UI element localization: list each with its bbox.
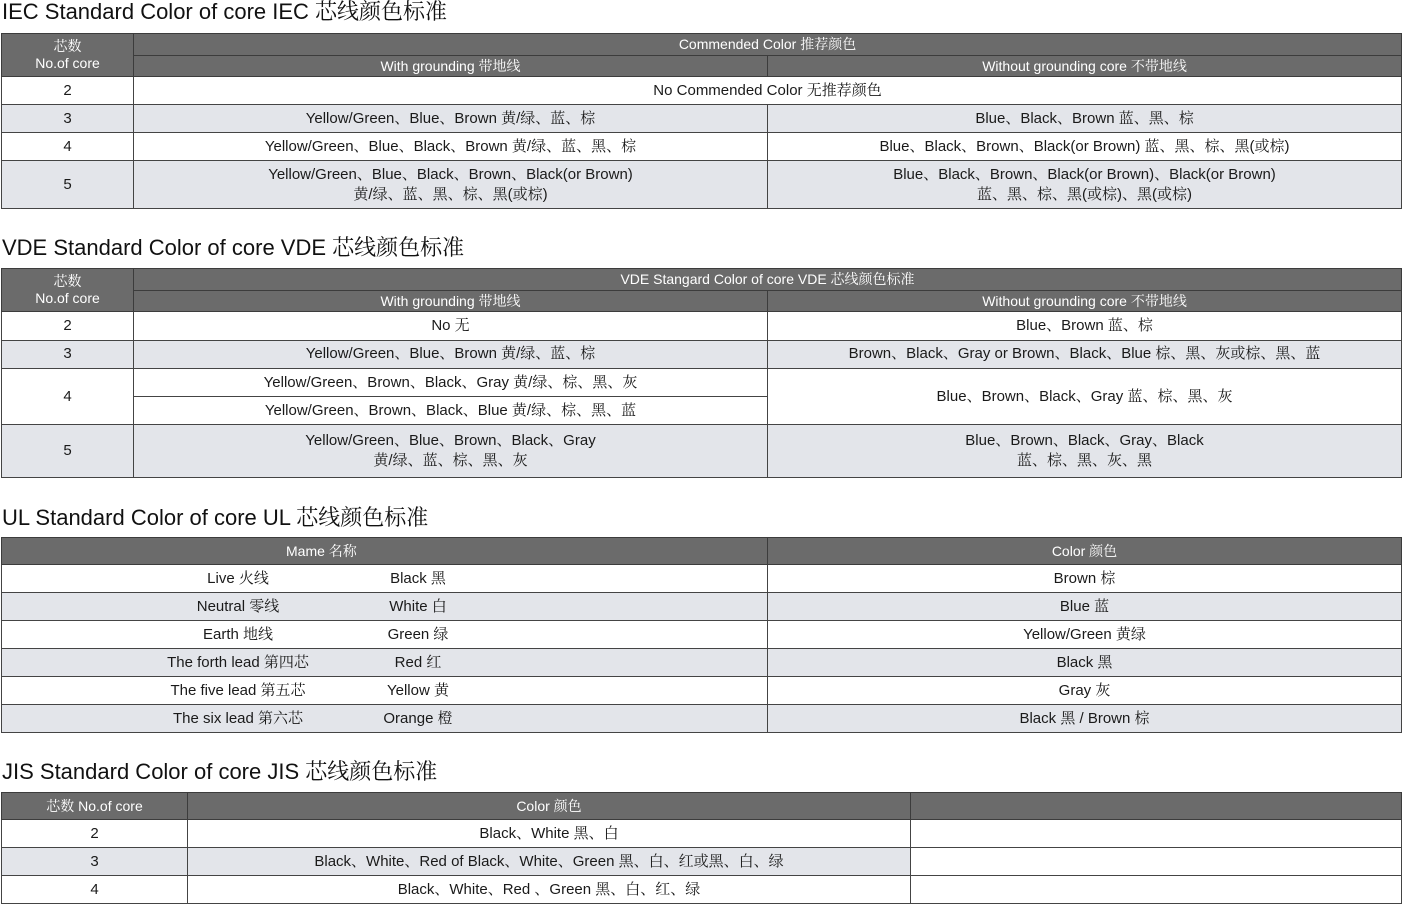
iec-core-count: 3: [2, 105, 134, 133]
ul-lead-value: Orange 橙: [383, 709, 453, 727]
jis-section-title: JIS Standard Color of core JIS 芯线颜色标准: [2, 759, 438, 784]
ul-lead-name: Neutral 零线: [196, 597, 280, 615]
table-row: [2, 876, 1402, 904]
ul-name-cell: [2, 565, 768, 593]
ul-name-cell: [2, 593, 768, 621]
iec-without-grounding-cell: [768, 161, 1402, 209]
ul-lead-name: The six lead 第六芯: [172, 709, 304, 727]
jis-empty-cell: [911, 876, 1402, 904]
iec-header-without-grounding: Without grounding core 不带地线: [768, 56, 1402, 77]
vde-with-grounding-cell: Yellow/Green、Brown、Black、Gray 黄/绿、棕、黑、灰: [134, 368, 768, 396]
table-row: [2, 133, 1402, 161]
vde-with-grounding-cell: [134, 425, 768, 478]
jis-table: [1, 792, 1402, 904]
ul-lead-value: Red 红: [394, 653, 442, 671]
ul-color-cell: Yellow/Green 黄绿: [768, 621, 1402, 649]
jis-core-count: 2: [2, 820, 188, 848]
iec-header-commended: Commended Color 推荐颜色: [134, 34, 1402, 56]
iec-with-grounding-cell: [134, 161, 768, 209]
vde-header-core: [2, 269, 134, 312]
jis-empty-cell: [911, 848, 1402, 876]
iec-header-core: [2, 34, 134, 77]
vde-with-grounding-cell: Yellow/Green、Brown、Black、Blue 黄/绿、棕、黑、蓝: [134, 397, 768, 425]
ul-table: [1, 537, 1402, 733]
ul-lead-name: Live 火线: [207, 569, 269, 587]
cell-line: Yellow/Green、Blue、Brown、Black、Gray: [305, 432, 596, 450]
jis-core-count: 4: [2, 876, 188, 904]
cell-line: 蓝、黑、棕、黑(或棕)、黑(或棕): [977, 185, 1192, 203]
ul-section-title: UL Standard Color of core UL 芯线颜色标准: [2, 505, 429, 530]
vde-header-main: VDE Stangard Color of core VDE 芯线颜色标准: [134, 269, 1402, 291]
ul-color-cell: Black 黑: [768, 649, 1402, 677]
table-row: [2, 161, 1402, 209]
ul-lead-value: Green 绿: [387, 625, 449, 643]
iec-core-count: 5: [2, 161, 134, 209]
ul-lead-name: The five lead 第五芯: [170, 681, 306, 699]
ul-lead-value: Yellow 黄: [387, 681, 449, 699]
ul-name-cell: [2, 621, 768, 649]
ul-color-cell: Gray 灰: [768, 677, 1402, 705]
vde-without-grounding-cell: Brown、Black、Gray or Brown、Black、Blue 棕、黑、灰或棕、黑、蓝: [768, 340, 1402, 368]
iec-with-grounding-cell: Yellow/Green、Blue、Brown 黄/绿、蓝、棕: [134, 105, 768, 133]
vde-header-with-grounding: With grounding 带地线: [134, 291, 768, 312]
ul-color-cell: Black 黑 / Brown 棕: [768, 705, 1402, 733]
table-row: [2, 677, 1402, 705]
vde-header-without-grounding: Without grounding core 不带地线: [768, 291, 1402, 312]
iec-without-grounding-cell: Blue、Black、Brown、Black(or Brown) 蓝、黑、棕、黑(或棕): [768, 133, 1402, 161]
ul-color-cell: Brown 棕: [768, 565, 1402, 593]
vde-core-count: 5: [2, 425, 134, 478]
vde-without-grounding-cell: [768, 425, 1402, 478]
vde-header-core-cn: 芯数: [53, 273, 82, 290]
vde-core-count: 4: [2, 368, 134, 425]
cell-line: Blue、Brown、Black、Gray、Black: [965, 432, 1204, 450]
cell-line: 黄/绿、蓝、棕、黑、灰: [373, 452, 528, 470]
jis-empty-cell: [911, 820, 1402, 848]
ul-lead-name: The forth lead 第四芯: [167, 653, 309, 671]
jis-color-cell: Black、White、Red 、Green 黑、白、红、绿: [188, 876, 911, 904]
ul-name-cell: [2, 649, 768, 677]
vde-without-grounding-cell: Blue、Brown 蓝、棕: [768, 312, 1402, 340]
jis-header-core: 芯数 No.of core: [2, 793, 188, 820]
cell-line: Blue、Black、Brown、Black(or Brown)、Black(or Brown): [893, 165, 1276, 183]
table-row: [2, 593, 1402, 621]
cell-line: Yellow/Green、Blue、Black、Brown、Black(or Brown): [268, 165, 633, 183]
iec-without-grounding-cell: Blue、Black、Brown 蓝、黑、棕: [768, 105, 1402, 133]
table-row: [2, 340, 1402, 368]
vde-section-title: VDE Standard Color of core VDE 芯线颜色标准: [2, 235, 465, 260]
iec-section-title: IEC Standard Color of core IEC 芯线颜色标准: [2, 0, 448, 24]
vde-table: [1, 268, 1402, 478]
table-row: [2, 425, 1402, 478]
table-row: [2, 565, 1402, 593]
iec-header-with-grounding: With grounding 带地线: [134, 56, 768, 77]
jis-color-cell: Black、White、Red of Black、White、Green 黑、白、红或黑、白、绿: [188, 848, 911, 876]
iec-header-core-en: No.of core: [35, 55, 100, 71]
ul-name-cell: [2, 677, 768, 705]
ul-lead-value: White 白: [389, 597, 447, 615]
ul-name-cell: [2, 705, 768, 733]
cell-line: 黄/绿、蓝、黑、棕、黑(或棕): [353, 185, 548, 203]
ul-color-cell: Blue 蓝: [768, 593, 1402, 621]
jis-color-cell: Black、White 黑、白: [188, 820, 911, 848]
vde-with-grounding-cell: No 无: [134, 312, 768, 340]
iec-header-core-cn: 芯数: [53, 38, 82, 54]
iec-with-grounding-cell: Yellow/Green、Blue、Black、Brown 黄/绿、蓝、黑、棕: [134, 133, 768, 161]
table-row: [2, 848, 1402, 876]
vde-core-count: 2: [2, 312, 134, 340]
ul-header-color: Color 颜色: [768, 538, 1402, 565]
table-row: [2, 77, 1402, 105]
vde-header-core-en: No.of core: [35, 290, 100, 307]
ul-lead-name: Earth 地线: [202, 625, 274, 643]
vde-without-grounding-cell: Blue、Brown、Black、Gray 蓝、棕、黑、灰: [768, 368, 1402, 425]
iec-merged-cell: No Commended Color 无推荐颜色: [134, 77, 1402, 105]
jis-core-count: 3: [2, 848, 188, 876]
vde-with-grounding-cell: Yellow/Green、Blue、Brown 黄/绿、蓝、棕: [134, 340, 768, 368]
table-row: [2, 105, 1402, 133]
table-row: [2, 368, 1402, 396]
table-row: [2, 312, 1402, 340]
jis-header-color: Color 颜色: [188, 793, 911, 820]
cell-line: 蓝、棕、黑、灰、黑: [1017, 452, 1153, 470]
table-row: [2, 649, 1402, 677]
ul-lead-value: Black 黑: [390, 569, 446, 587]
jis-header-empty: [911, 793, 1402, 820]
iec-core-count: 2: [2, 77, 134, 105]
table-row: [2, 705, 1402, 733]
iec-core-count: 4: [2, 133, 134, 161]
table-row: [2, 820, 1402, 848]
table-row: [2, 621, 1402, 649]
ul-header-name: Mame 名称: [2, 538, 768, 565]
vde-core-count: 3: [2, 340, 134, 368]
iec-table: [1, 33, 1402, 209]
